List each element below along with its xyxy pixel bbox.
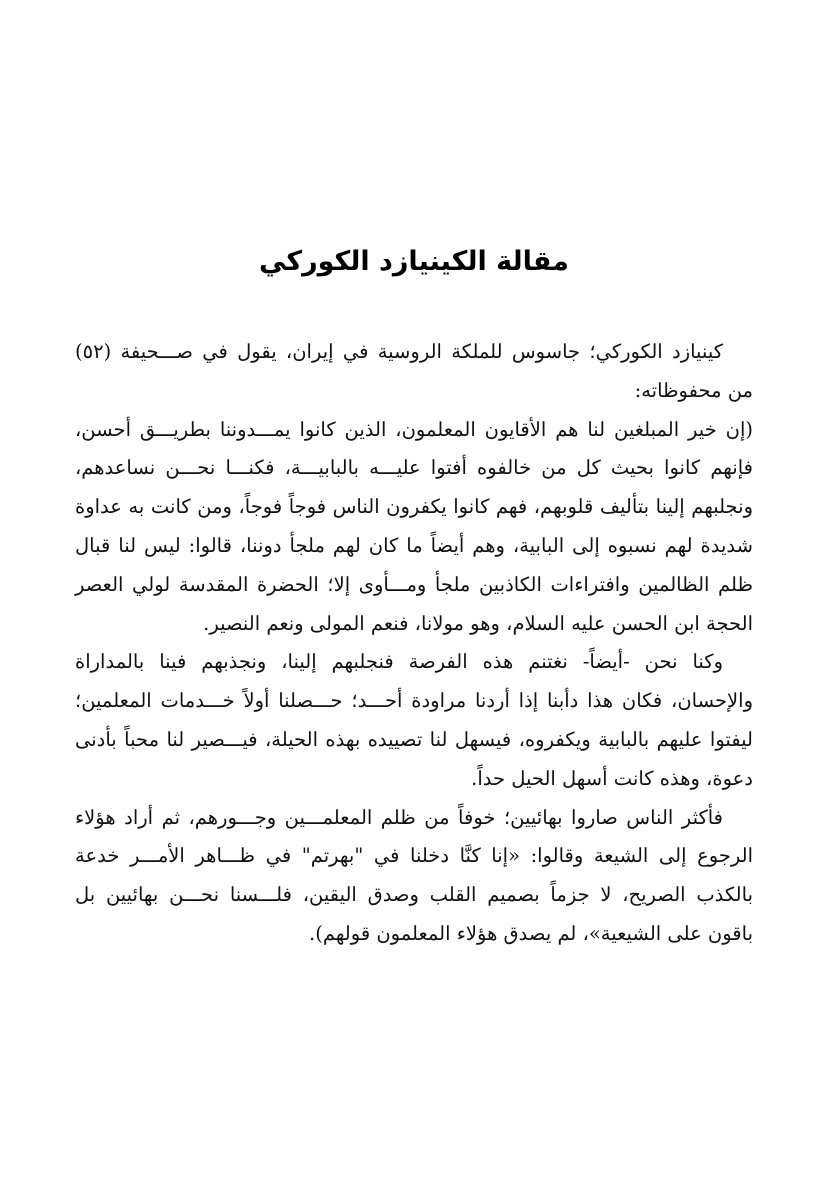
body-text xyxy=(75,333,753,954)
page-title: مقالة الكينيازد الكوركي xyxy=(259,246,569,277)
paragraph-quote-start: (إن خير المبلغين لنا هم الأقايون المعلمون، الذين كانوا يمـــدوننا بطريـــق أحسن، فإنهم كانوا بحيث كل من خالفوه أفتوا عليـــه بالبابيـــة، فكنـــا نحـــن نساعدهم، ونجلبهم إلينا بتأليف قلوبهم، فهم كانوا يكفرون الناس فوجاً فوجاً، ومن كانت به عداوة شديدة لهم نسبوه إلى البابية، وهم أيضاً ما كان لهم ملجأ دوننا، قالوا: ليس لنا قبال ظلم الظالمين وافتراءات الكاذبين ملجأ ومـــأوى إلا؛ الحضرة المقدسة لولي العصر الحجة ابن الحسن عليه السلام، وهو مولانا، فنعم المولى ونعم النصير. xyxy=(75,417,753,635)
paragraph-intro: كينيازد الكوركي؛ جاسوس للملكة الروسية في إيران، يقول في صـــحيفة (٥٢) من محفوظاته: xyxy=(75,340,753,402)
paragraph-strategy: وكنا نحن -أيضاً- نغتنم هذه الفرصة فنجلبهم إلينا، ونجذبهم فينا بالمداراة والإحسان، فكان هذا دأبنا إذا أردنا مراودة أحـــد؛ حـــصلنا أولاً خـــدمات المعلمين؛ ليفتوا عليهم بالبابية ويكفروه، فيسهل لنا تصييده بهذه الحيلة، فيـــصير لنا محباً بأدنى دعوة، وهذه كانت أسهل الحيل حداً. xyxy=(75,650,753,790)
paragraph-conversion: فأكثر الناس صاروا بهائيين؛ خوفاً من ظلم المعلمـــين وجـــورهم، ثم أراد هؤلاء الرجوع إلى الشيعة وقالوا: «إنا كنَّا دخلنا في "بهرتم" في ظـــاهر الأمـــر خدعة بالكذب الصريح، لا جزماً بصميم القلب وصدق اليقين، فلـــسنا نحـــن بهائيين بل باقون على الشيعية»، لم يصدق هؤلاء المعلمون قولهم). xyxy=(75,805,753,945)
